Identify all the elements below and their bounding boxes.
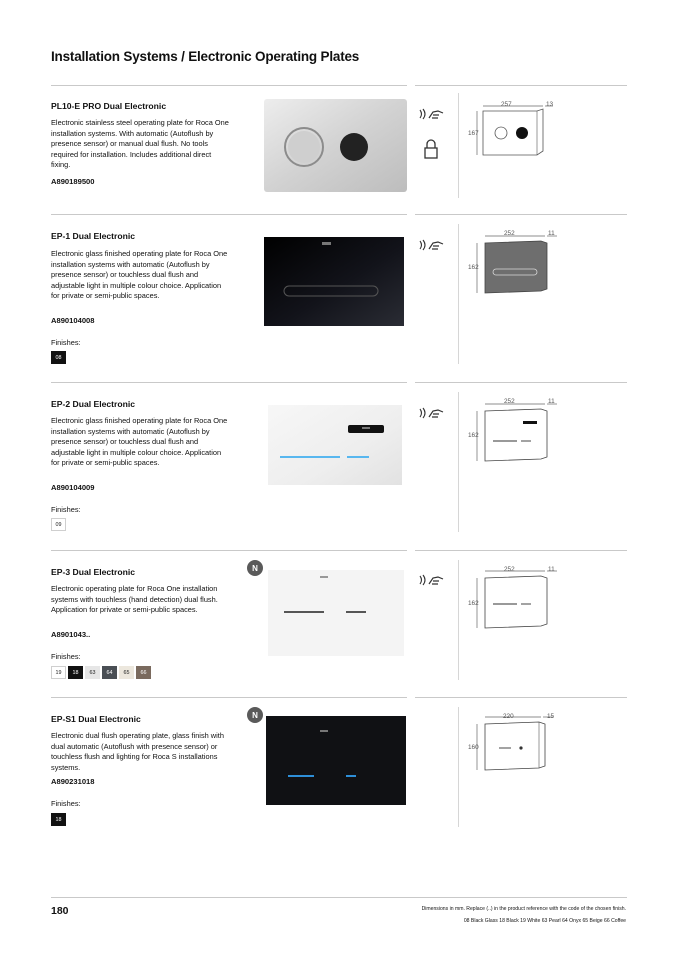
finish-swatch: 08 (51, 351, 66, 364)
dim-height: 162 (468, 264, 479, 271)
product-description: Electronic dual flush operating plate, glass finish with dual automatic (Autoflush with presence sensor) or touchless flush and lighting for Roca S installations systems. (51, 731, 224, 772)
product-code: A8901043.. (51, 630, 91, 639)
finishes-label: Finishes: (51, 652, 81, 661)
new-badge: N (247, 707, 263, 723)
dimension-drawing (465, 399, 585, 474)
product-description: Electronic glass finished operating plate for Roca One installation systems with automatic (Autoflush by presence sensor) or touchless dual flush and adjustable light in multiple colour choice. Application for private or semi-public spaces. (51, 249, 228, 301)
product-photo-pl10e (264, 99, 407, 192)
product-title: EP-S1 Dual Electronic (51, 714, 141, 724)
dim-depth: 11 (548, 566, 555, 573)
product-photo-ep3 (264, 566, 407, 659)
feature-icons (415, 569, 447, 591)
dim-height: 160 (468, 744, 479, 751)
finish-swatch: 18 (51, 813, 66, 826)
footer-note: Dimensions in mm. Replace (..) in the product reference with the code of the chosen finish. (421, 906, 626, 912)
product-photo-ep2 (264, 400, 407, 493)
finish-swatch: 63 (85, 666, 100, 679)
dim-width: 252 (504, 398, 515, 405)
product-title: EP-3 Dual Electronic (51, 567, 136, 577)
dim-depth: 11 (548, 398, 555, 405)
dim-height: 167 (468, 130, 479, 137)
dim-width: 220 (503, 713, 514, 720)
dim-width: 252 (504, 230, 515, 237)
dim-width: 252 (504, 566, 515, 573)
section-divider (415, 214, 627, 215)
footer-divider (51, 897, 627, 898)
product-code: A890104009 (51, 483, 95, 492)
new-badge: N (247, 560, 263, 576)
section-divider (51, 85, 407, 86)
section-divider (51, 550, 407, 551)
finish-swatch: 18 (68, 666, 83, 679)
dimension-drawing (465, 99, 585, 172)
product-code: A890231018 (51, 777, 95, 786)
sensor-hand-icon (415, 103, 447, 125)
section-divider (415, 382, 627, 383)
column-divider (458, 560, 459, 680)
page-title: Installation Systems / Electronic Operating Plates (51, 49, 360, 64)
product-title: EP-1 Dual Electronic (51, 231, 136, 241)
dimension-drawing (465, 231, 585, 306)
finishes-label: Finishes: (51, 799, 81, 808)
column-divider (458, 224, 459, 364)
finishes-label: Finishes: (51, 505, 81, 514)
column-divider (458, 392, 459, 532)
dim-width: 257 (501, 101, 512, 108)
product-description: Electronic stainless steel operating plate for Roca One installation systems. With automatic (Autoflush by presence sensor) or manual dual flush. No tools required for installation. Includes additional direct fixing. (51, 118, 229, 170)
product-photo-eps1 (264, 712, 407, 805)
finish-swatch: 66 (136, 666, 151, 679)
product-photo-ep1 (264, 233, 407, 326)
section-divider (415, 85, 627, 86)
dim-height: 162 (468, 432, 479, 439)
feature-icons (415, 402, 447, 424)
product-title: EP-2 Dual Electronic (51, 399, 136, 409)
finish-swatches (51, 518, 66, 531)
finishes-label: Finishes: (51, 338, 81, 347)
finish-swatch: 09 (51, 518, 66, 531)
product-title: PL10-E PRO Dual Electronic (51, 101, 167, 111)
sensor-hand-icon (415, 402, 447, 424)
lock-icon (415, 138, 447, 160)
dim-depth: 13 (546, 101, 554, 108)
section-divider (51, 214, 407, 215)
finish-swatch: 19 (51, 666, 66, 679)
section-divider (415, 550, 627, 551)
sensor-hand-icon (415, 569, 447, 591)
dim-depth: 15 (547, 713, 555, 720)
product-description: Electronic glass finished operating plate for Roca One installation systems with automatic (Autoflush by presence sensor) or touchless dual flush and adjustable light in multiple colour choice. Application for private or semi-public spaces. (51, 416, 228, 468)
page-number: 180 (51, 905, 69, 917)
feature-icons (415, 103, 447, 160)
dimension-drawing (465, 712, 585, 787)
finish-swatch: 65 (119, 666, 134, 679)
product-code: A890189500 (51, 177, 95, 186)
feature-icons (415, 234, 447, 256)
finish-swatches (51, 666, 151, 679)
product-description: Electronic operating plate for Roca One installation systems with touchless (hand detection) dual flush. Application for private or semi-public spaces. (51, 584, 218, 615)
sensor-hand-icon (415, 234, 447, 256)
footer-finish-legend: 08 Black Glass 18 Black 19 White 63 Pearl 64 Onyx 65 Beige 66 Coffee (463, 918, 626, 924)
section-divider (415, 697, 627, 698)
dimension-drawing (465, 566, 585, 641)
finish-swatches (51, 813, 66, 826)
finish-swatch: 64 (102, 666, 117, 679)
section-divider (51, 697, 407, 698)
column-divider (458, 707, 459, 827)
column-divider (458, 93, 459, 198)
finish-swatches (51, 351, 66, 364)
dim-height: 162 (468, 600, 479, 607)
dim-depth: 11 (548, 230, 555, 237)
product-code: A890104008 (51, 316, 95, 325)
section-divider (51, 382, 407, 383)
